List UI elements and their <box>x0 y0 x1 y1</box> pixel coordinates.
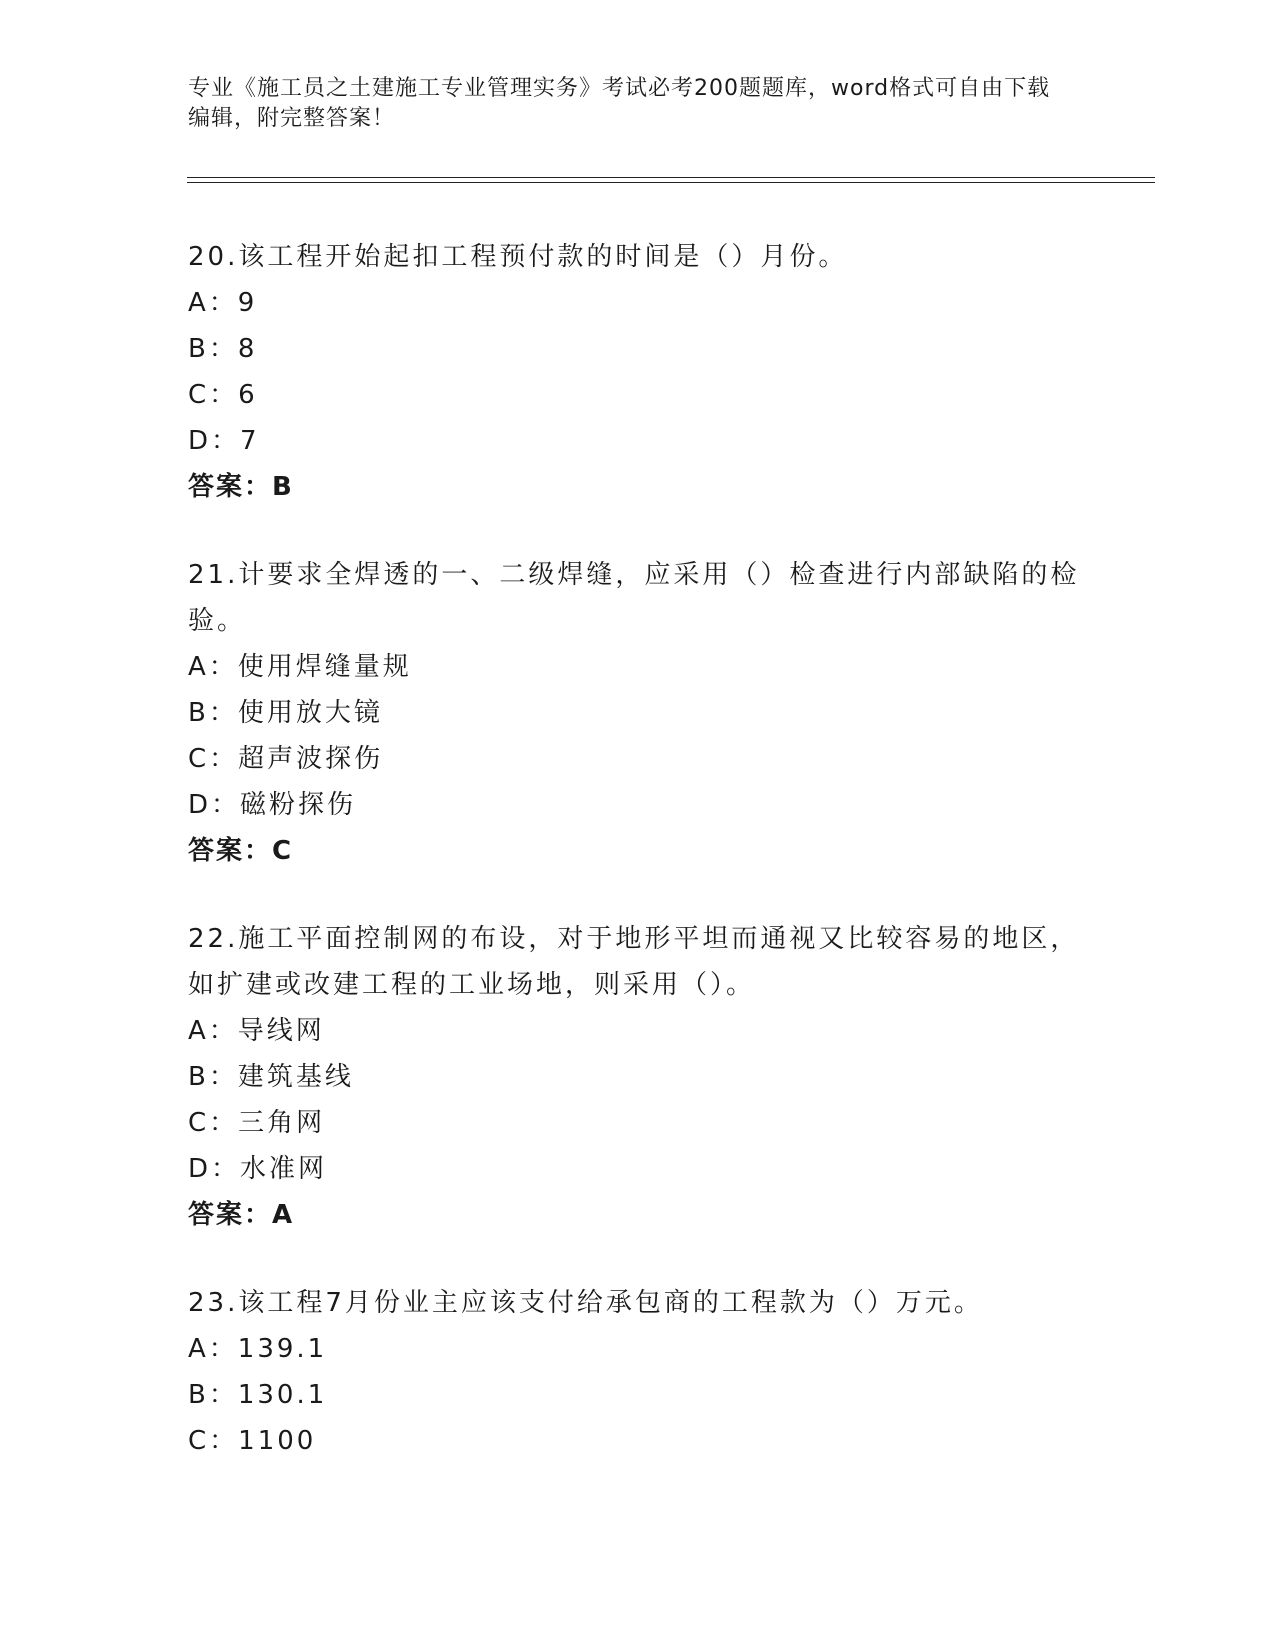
header-divider-top <box>187 177 1155 178</box>
option-c: C：三角网 <box>188 1108 326 1138</box>
option-d: D：磁粉探伤 <box>188 790 357 820</box>
question-21 <box>188 552 1088 874</box>
option-d: D：7 <box>188 426 260 456</box>
option-d: D：水准网 <box>188 1154 328 1184</box>
question-stem: 22.施工平面控制网的布设，对于地形平坦而通视又比较容易的地区，如扩建或改建工程的工业场地，则采用（）。 <box>188 924 1080 1000</box>
answer: 答案：B <box>188 472 294 502</box>
option-b: B：130.1 <box>188 1380 328 1410</box>
answer: 答案：C <box>188 836 294 866</box>
question-23 <box>188 1280 1088 1464</box>
option-c: C：6 <box>188 380 258 410</box>
question-20 <box>188 234 1088 510</box>
option-a: A：139.1 <box>188 1334 328 1364</box>
answer: 答案：A <box>188 1200 295 1230</box>
question-22 <box>188 916 1088 1238</box>
question-list <box>188 234 1088 1506</box>
option-a: A：导线网 <box>188 1016 325 1046</box>
option-b: B：使用放大镜 <box>188 698 383 728</box>
option-c: C：1100 <box>188 1426 317 1456</box>
option-b: B：建筑基线 <box>188 1062 354 1092</box>
header-divider-bottom <box>187 182 1155 183</box>
question-stem: 20.该工程开始起扣工程预付款的时间是（）月份。 <box>188 242 848 272</box>
document-header: 专业《施工员之土建施工专业管理实务》考试必考200题题库，word格式可自由下载编辑，附完整答案！ <box>188 76 1051 131</box>
option-a: A：9 <box>188 288 258 318</box>
question-stem: 23.该工程7月份业主应该支付给承包商的工程款为（）万元。 <box>188 1288 983 1318</box>
option-b: B：8 <box>188 334 258 364</box>
option-c: C：超声波探伤 <box>188 744 384 774</box>
option-a: A：使用焊缝量规 <box>188 652 412 682</box>
question-stem: 21.计要求全焊透的一、二级焊缝，应采用（）检查进行内部缺陷的检验。 <box>188 560 1080 636</box>
